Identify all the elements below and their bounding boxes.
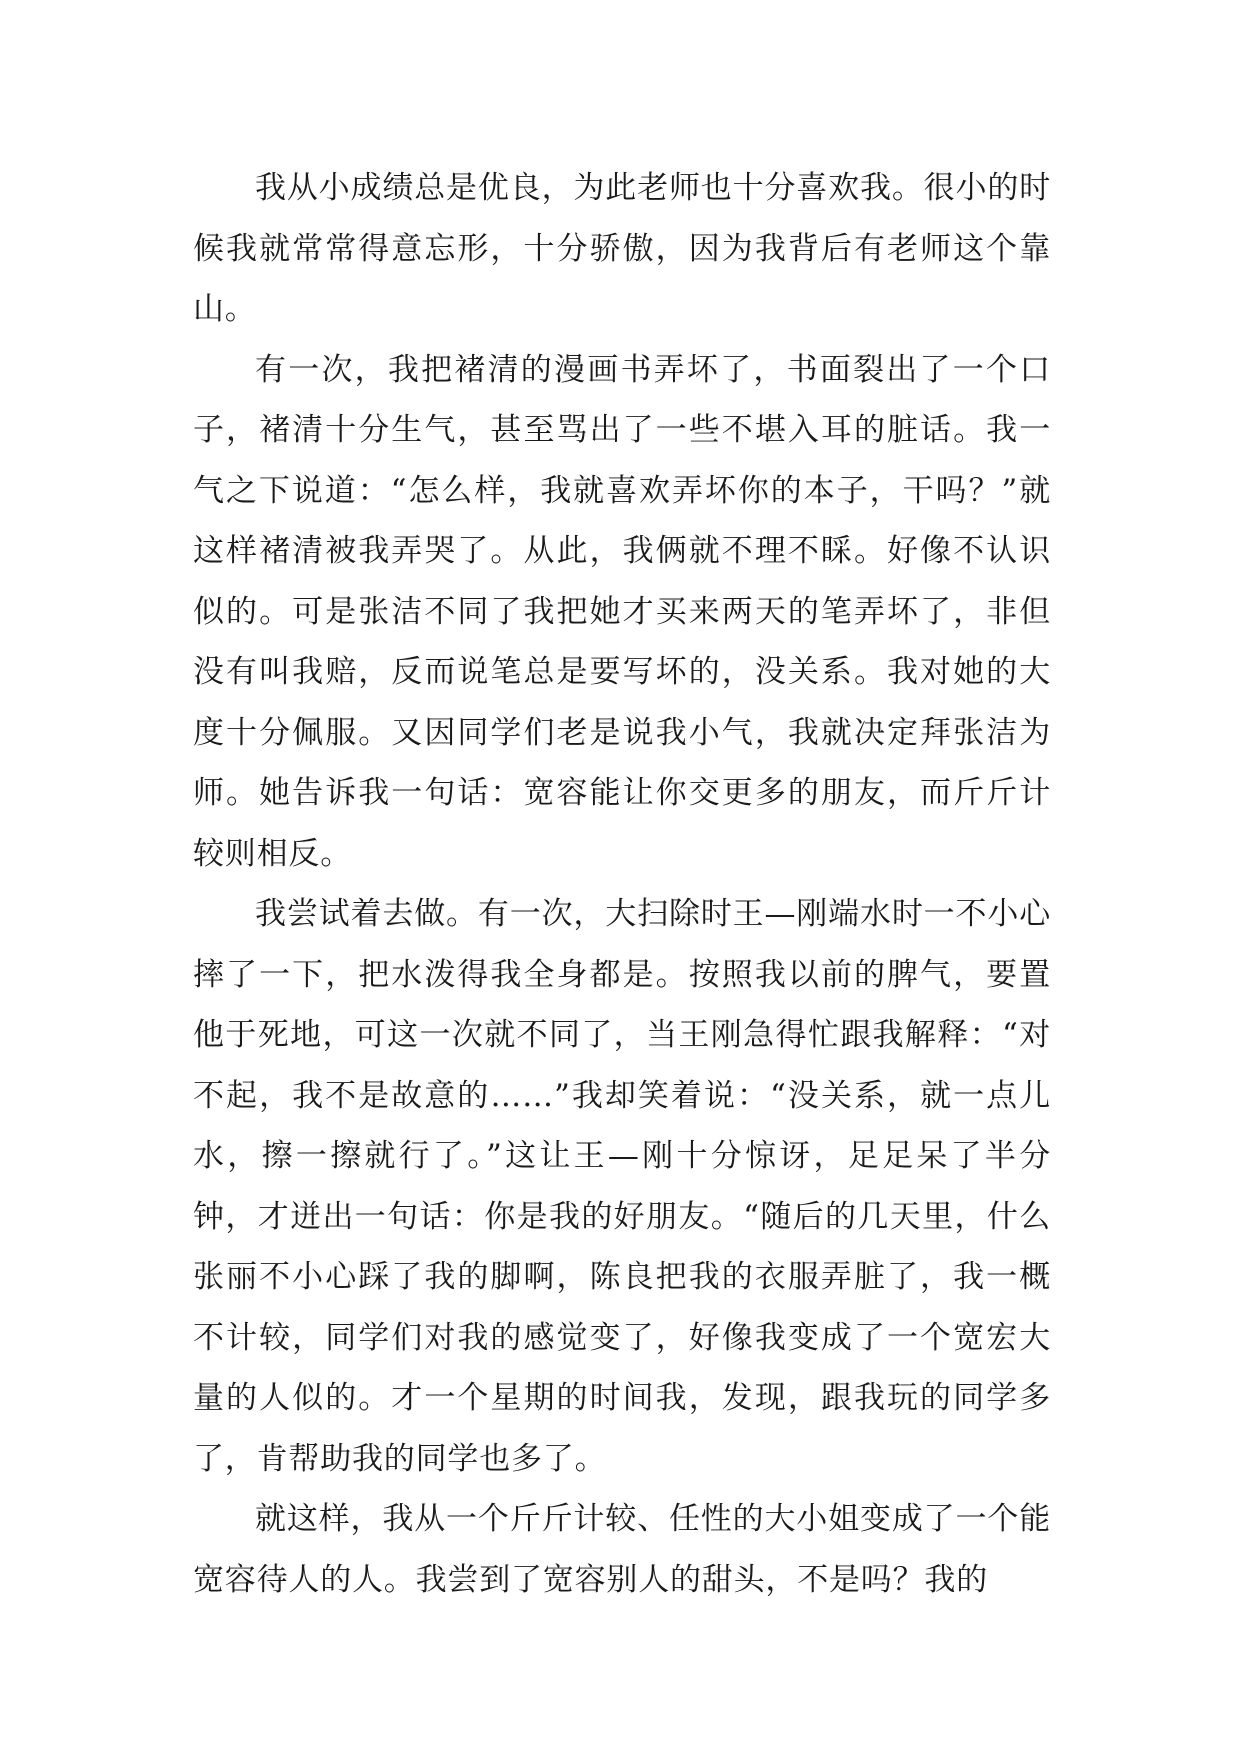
paragraph-1: 我从小成绩总是优良，为此老师也十分喜欢我。很小的时候我就常常得意忘形，十分骄傲，因为我背后有老师这个靠山。 [193, 170, 1051, 327]
paragraph-4: 就这样，我从一个斤斤计较、任性的大小姐变成了一个能宽容待人的人。我尝到了宽容别人的甜头，不是吗？我的 [193, 1501, 1051, 1598]
paragraph-3: 我尝试着去做。有一次，大扫除时王—刚端水时一不小心摔了一下，把水泼得我全身都是。按照我以前的脾气，要置他于死地，可这一次就不同了，当王刚急得忙跟我解释：“对不起，我不是故意的……”我却笑着说：“没关系，就一点儿水，擦一擦就行了。”这让王—刚十分惊讶，足足呆了半分钟，才迸出一句话：你是我的好朋友。“随后的几天里，什么张丽不小心踩了我的脚啊，陈良把我的衣服弄脏了，我一概不计较，同学们对我的感觉变了，好像我变成了一个宽宏大量的人似的。才一个星期的时间我，发现，跟我玩的同学多了，肯帮助我的同学也多了。 [193, 896, 1051, 1477]
body-text [193, 158, 1051, 1610]
paragraph-2: 有一次，我把褚清的漫画书弄坏了，书面裂出了一个口子，褚清十分生气，甚至骂出了一些不堪入耳的脏话。我一气之下说道：“怎么样，我就喜欢弄坏你的本子，干吗？”就这样褚清被我弄哭了。从此，我俩就不理不睬。好像不认识似的。可是张洁不同了我把她才买来两天的笔弄坏了，非但没有叫我赔，反而说笔总是要写坏的，没关系。我对她的大度十分佩服。又因同学们老是说我小气，我就决定拜张洁为师。她告诉我一句话：宽容能让你交更多的朋友，而斤斤计较则相反。 [193, 351, 1051, 872]
